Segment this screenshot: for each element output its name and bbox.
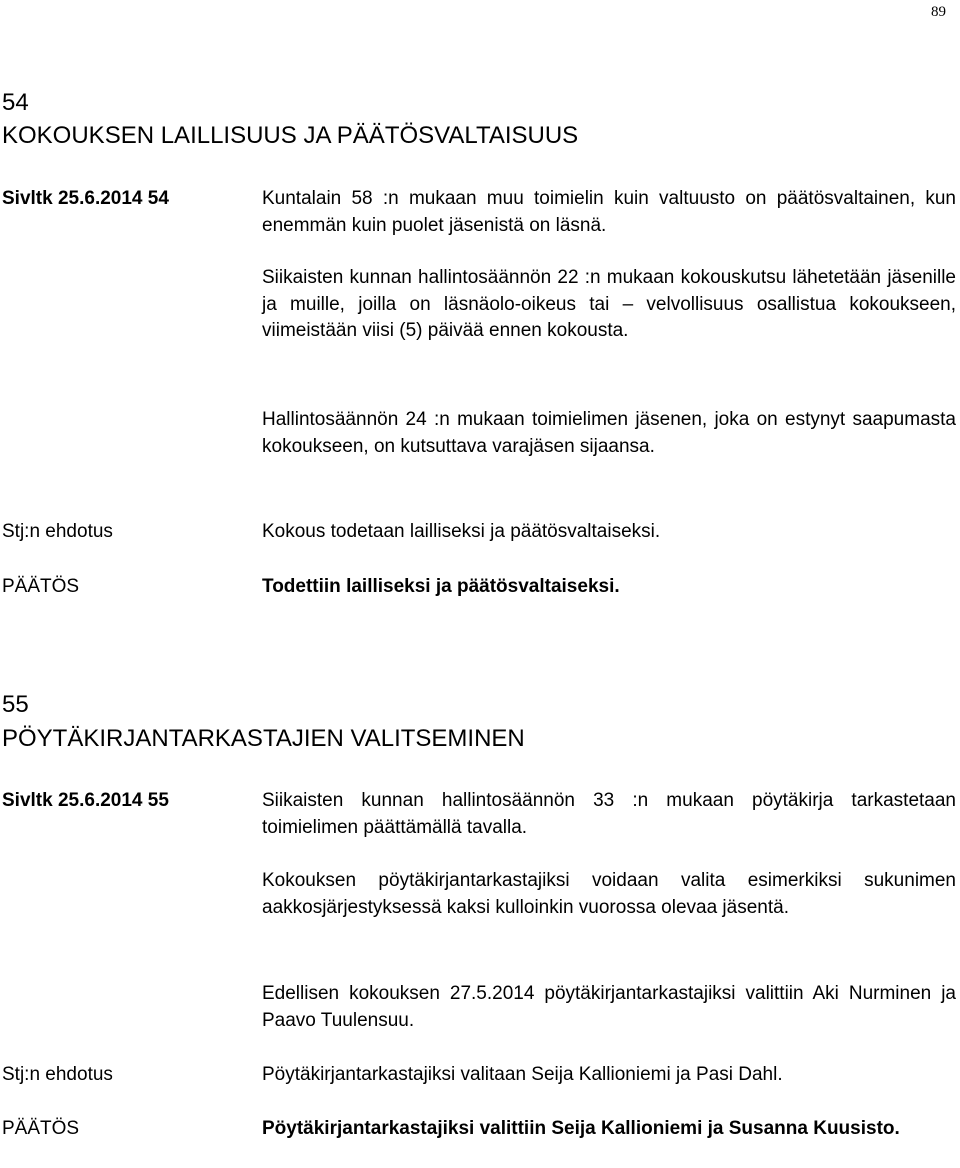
decision-label: PÄÄTÖS: [2, 576, 80, 597]
decision-text: Pöytäkirjantarkastajiksi valittiin Seija Kallioniemi ja Susanna Kuusisto.: [262, 1118, 900, 1139]
section-number: 55: [2, 691, 29, 718]
section-title: KOKOUKSEN LAILLISUUS JA PÄÄTÖSVALTAISUUS: [2, 122, 579, 149]
paragraph: Siikaisten kunnan hallintosäännön 22 :n mukaan kokouskutsu lähetetään jäsenille ja muille, joilla on läsnäolo-oikeus tai – velvollisuus osallistua kokoukseen, viimeistään viisi (5) päivää ennen kokousta.: [262, 267, 956, 341]
paragraph: Kuntalain 58 :n mukaan muu toimielin kuin valtuusto on päätösvaltainen, kun enemmän kuin puolet jäsenistä on läsnä.: [262, 188, 956, 236]
paragraph: Edellisen kokouksen 27.5.2014 pöytäkirjantarkastajiksi valittiin Aki Nurminen ja Paavo Tuulensuu.: [262, 983, 956, 1031]
decision-text: Todettiin lailliseksi ja päätösvaltaiseksi.: [262, 576, 620, 597]
proposal-label: Stj:n ehdotus: [2, 521, 113, 542]
paragraph: Siikaisten kunnan hallintosäännön 33 :n mukaan pöytäkirja tarkastetaan toimielimen päättämällä tavalla.: [262, 790, 956, 838]
paragraph: Kokouksen pöytäkirjantarkastajiksi voidaan valita esimerkiksi sukunimen aakkosjärjestyksessä kaksi kulloinkin vuorossa olevaa jäsentä.: [262, 870, 956, 918]
decision-label: PÄÄTÖS: [2, 1118, 80, 1139]
proposal-text: Pöytäkirjantarkastajiksi valitaan Seija Kallioniemi ja Pasi Dahl.: [262, 1064, 783, 1085]
section-title: PÖYTÄKIRJANTARKASTAJIEN VALITSEMINEN: [2, 725, 525, 752]
proposal-text: Kokous todetaan lailliseksi ja päätösvaltaiseksi.: [262, 521, 661, 542]
page-number: 89: [931, 4, 946, 20]
paragraph: Hallintosäännön 24 :n mukaan toimielimen jäsenen, joka on estynyt saapumasta kokoukseen, on kutsuttava varajäsen sijaansa.: [262, 409, 956, 457]
section-number: 54: [2, 89, 29, 116]
reference-label: Sivltk 25.6.2014 55: [2, 790, 169, 811]
reference-label: Sivltk 25.6.2014 54: [2, 188, 169, 209]
proposal-label: Stj:n ehdotus: [2, 1064, 113, 1085]
